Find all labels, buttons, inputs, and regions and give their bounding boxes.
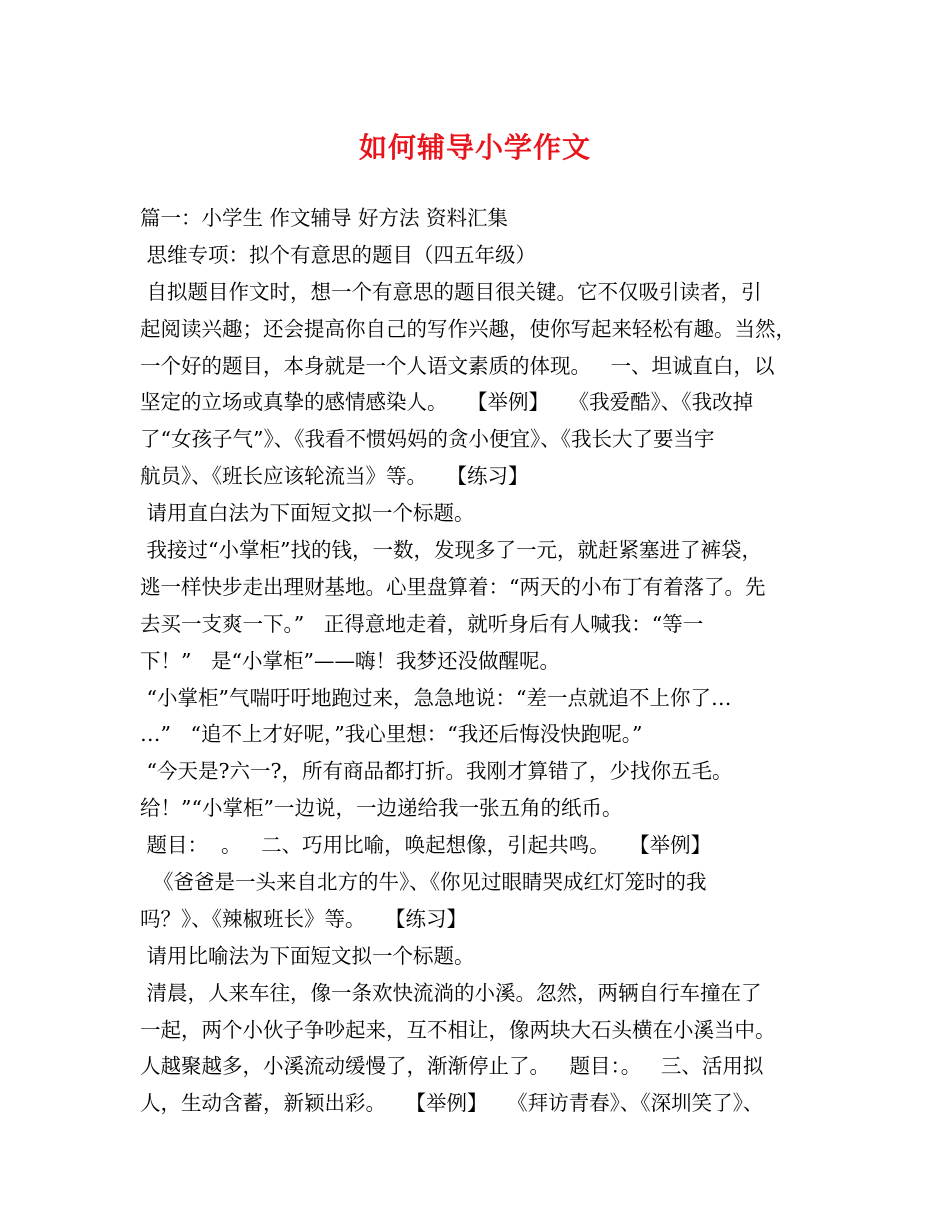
body-line: …” “追不上才好呢，”我心里想：“我还后悔没快跑呢。”	[140, 722, 643, 747]
body-line: 人，生动含蓄，新颖出彩。 【举例】 《拜访青春》、《深圳笑了》、	[140, 1091, 764, 1116]
body-line: 人越聚越多，小溪流动缓慢了，渐渐停止了。 题目：。 三、活用拟	[140, 1054, 764, 1079]
body-line: 篇一：小学生 作文辅导 好方法 资料汇集	[140, 206, 509, 230]
body-line: 请用比喻法为下面短文拟一个标题。	[140, 943, 475, 968]
body-line: 请用直白法为下面短文拟一个标题。	[140, 501, 475, 526]
body-line: 去买一支爽一下。” 正得意地走着，就听身后有人喊我：“等一	[140, 611, 704, 636]
body-line: 一个好的题目，本身就是一个人语文素质的体现。 一、坦诚直白，以	[140, 353, 775, 378]
body-line: 下！” 是“小掌柜”——嗨！我梦还没做醒呢。	[140, 648, 560, 673]
body-line: 《爸爸是一头来自北方的牛》、《你见过眼睛哭成红灯笼时的我	[140, 870, 707, 895]
body-line: “小掌柜”气喘吁吁地跑过来，急急地说：“差一点就追不上你了…	[140, 685, 732, 710]
body-line: “今天是?六一?，所有商品都打折。我刚才算错了，少找你五毛。	[140, 759, 733, 784]
body-line: 题目： 。 二、巧用比喻，唤起想像，引起共鸣。 【举例】	[140, 833, 712, 858]
body-line: 给！”“小掌柜”一边说，一边递给我一张五角的纸币。	[140, 796, 623, 821]
body-line: 坚定的立场或真挚的感情感染人。 【举例】 《我爱酷》、《我改掉	[140, 390, 754, 415]
body-line: 自拟题目作文时，想一个有意思的题目很关键。它不仅吸引读者，引	[140, 279, 762, 304]
body-line: 一起，两个小伙子争吵起来，互不相让，像两块大石头横在小溪当中。	[140, 1017, 776, 1042]
body-line: 航员》、《班长应该轮流当》等。 【练习】	[140, 464, 529, 489]
body-line: 吗？》、《辣椒班长》等。 【练习】	[140, 906, 468, 931]
body-line: 起阅读兴趣；还会提高你自己的写作兴趣，使你写起来轻松有趣。当然，	[140, 316, 796, 341]
body-line: 逃一样快步走出理财基地。心里盘算着：“两天的小布丁有着落了。先	[140, 574, 766, 599]
document-title: 如何辅导小学作文	[358, 131, 591, 164]
body-line: 思维专项：拟个有意思的题目（四五年级）	[140, 242, 537, 267]
body-line: 清晨，人来车往，像一条欢快流淌的小溪。忽然，两辆自行车撞在了	[140, 980, 762, 1005]
document-body	[140, 200, 820, 1122]
body-line: 了“女孩子气”》、《我看不惯妈妈的贪小便宜》、《我长大了要当宇	[140, 427, 715, 452]
body-line: 我接过“小掌柜”找的钱，一数，发现多了一元，就赶紧塞进了裤袋，	[140, 538, 762, 563]
